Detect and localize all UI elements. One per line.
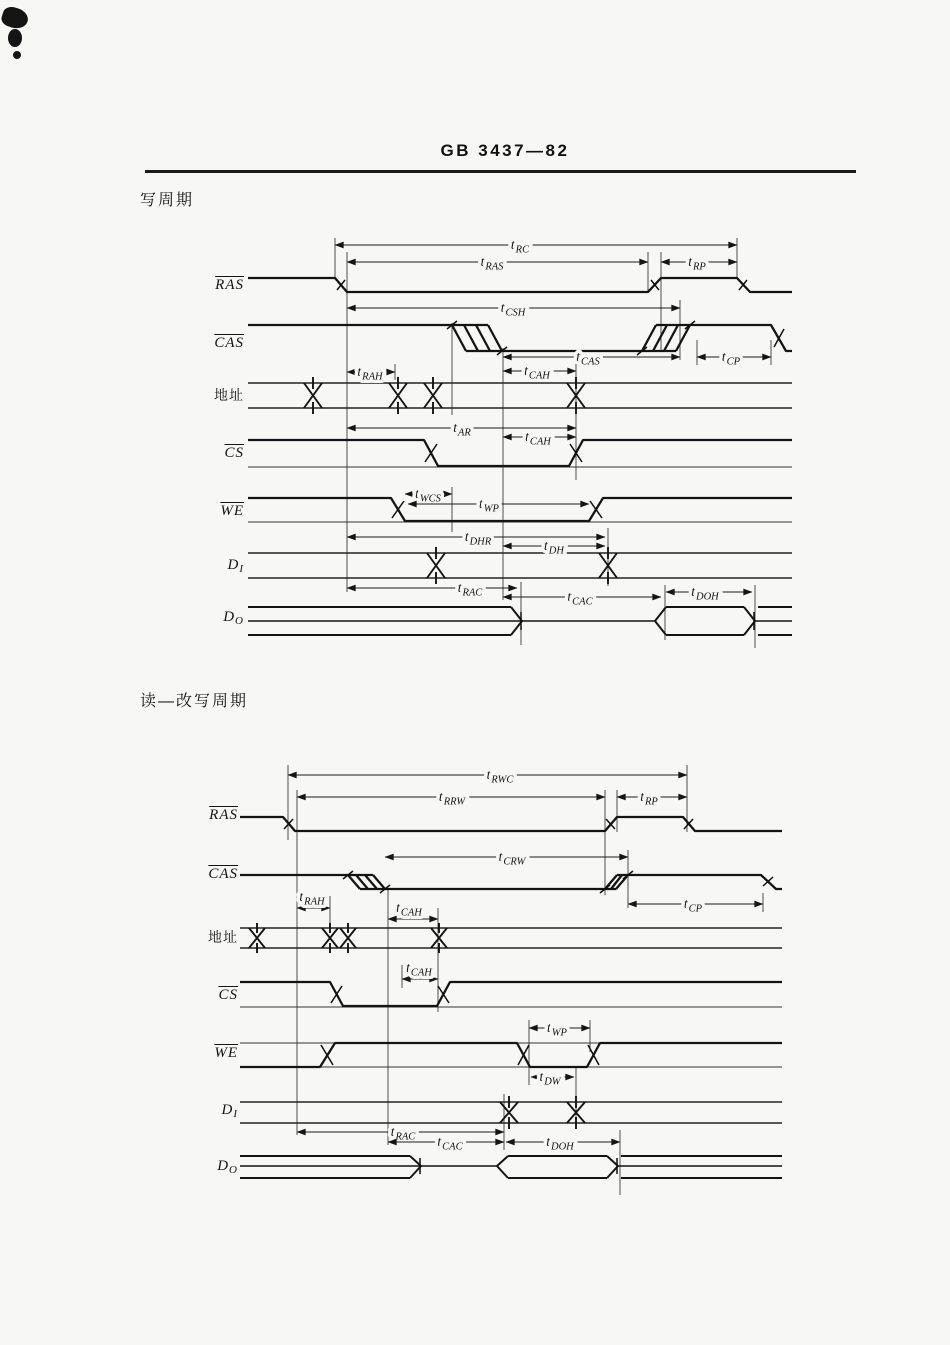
d2-cas-waveform	[240, 875, 782, 889]
d2-transition-ticks	[284, 819, 773, 1174]
svg-text:tRP: $t_{RP}$	[640, 789, 658, 808]
svg-text:tRAH: $t_{RAH}$	[299, 889, 325, 908]
dim-t-rac	[297, 1124, 504, 1143]
svg-text:tCAH: $t_{CAH}$	[525, 429, 551, 448]
d1-ras-waveform	[248, 278, 792, 292]
svg-text:tRWC: $t_{RWC}$	[486, 767, 514, 786]
svg-text:tRAS: $t_{RAS}$	[480, 254, 504, 273]
dim-t-cah-cs	[402, 960, 438, 979]
d2-signal-label-cs: $\overline{CS}$	[218, 987, 238, 1003]
dim-t-ras	[347, 254, 648, 273]
dim-t-doh	[506, 1134, 620, 1153]
svg-text:tDOH: $t_{DOH}$	[691, 584, 719, 603]
d1-we-waveform	[248, 498, 792, 521]
svg-text:tCAH: $t_{CAH}$	[396, 900, 422, 919]
d2-signal-label-ras: $\overline{RAS}$	[209, 807, 238, 823]
svg-text:tCP: $t_{CP}$	[721, 349, 741, 368]
d2-address-rails	[240, 928, 782, 948]
svg-text:tWP: $t_{WP}$	[547, 1020, 567, 1039]
svg-text:tCAH: $t_{CAH}$	[406, 960, 432, 979]
dim-t-rah	[297, 889, 330, 908]
dim-t-crw	[385, 849, 628, 868]
diagram-write-cycle	[248, 237, 792, 648]
dim-t-cah-cs	[503, 429, 576, 448]
d2-dimensions	[288, 767, 763, 1153]
svg-text:tRAC: $t_{RAC}$	[457, 580, 483, 599]
svg-text:tCAC: $t_{CAC}$	[567, 589, 593, 608]
dim-t-rrw	[297, 789, 605, 808]
d1-signal-label-ras: $\overline{RAS}$	[215, 277, 244, 293]
svg-text:tWP: $t_{WP}$	[479, 496, 499, 515]
svg-text:tWCS: $t_{WCS}$	[415, 486, 441, 505]
d1-di-rails	[248, 553, 792, 578]
d1-signal-label-cs: $\overline{CS}$	[224, 445, 244, 461]
svg-text:tDH: $t_{DH}$	[544, 538, 564, 557]
d2-signal-label-cas: $\overline{CAS}$	[208, 866, 238, 882]
dim-t-csh	[347, 300, 680, 319]
d1-signal-label-cas: $\overline{CAS}$	[214, 335, 244, 351]
d1-signal-label-do: $D_O$	[223, 609, 244, 627]
svg-text:tRAC: $t_{RAC}$	[390, 1124, 416, 1143]
svg-text:tCSH: $t_{CSH}$	[500, 300, 526, 319]
d1-reference-lines	[335, 238, 771, 648]
diagram-read-modify-write-cycle	[240, 765, 782, 1195]
d2-di-transitions	[500, 1096, 585, 1129]
svg-text:tCAS: $t_{CAS}$	[576, 349, 600, 368]
dim-t-rwc	[288, 767, 687, 786]
d2-cs-waveform	[240, 982, 782, 1006]
d1-address-rails	[248, 383, 792, 408]
dim-t-cah-address	[388, 900, 438, 919]
section-title-write-cycle: 写周期	[140, 192, 195, 209]
svg-text:tRAH: $t_{RAH}$	[357, 364, 383, 383]
dim-t-cp	[628, 896, 763, 915]
dim-t-doh	[666, 584, 752, 603]
d2-signal-label-we: $\overline{WE}$	[214, 1045, 238, 1061]
svg-text:tRP: $t_{RP}$	[688, 254, 706, 273]
dim-t-rac	[347, 580, 517, 599]
d1-signal-label-address: 地址	[214, 387, 244, 403]
dim-t-dw	[531, 1069, 574, 1088]
svg-text:tRC: $t_{RC}$	[510, 237, 530, 256]
dim-t-dhr	[347, 529, 605, 548]
svg-text:tAR: $t_{AR}$	[453, 420, 471, 439]
dim-t-wcs	[405, 486, 452, 505]
svg-text:tDHR: $t_{DHR}$	[464, 529, 492, 548]
dim-t-cp	[697, 349, 771, 368]
d2-di-rails	[240, 1102, 782, 1123]
dim-t-cah-address	[503, 363, 576, 382]
d2-signal-label-address: 地址	[208, 929, 238, 945]
dim-t-rc	[335, 237, 737, 256]
d2-do-waveform	[240, 1156, 782, 1178]
standard-number: GB 3437—82	[440, 141, 570, 160]
svg-text:tCAC: $t_{CAC}$	[437, 1134, 463, 1153]
svg-text:tDW: $t_{DW}$	[539, 1069, 561, 1088]
svg-text:tCP: $t_{CP}$	[683, 896, 703, 915]
d2-ras-waveform	[240, 817, 782, 831]
d1-signal-label-we: $\overline{WE}$	[220, 503, 244, 519]
svg-text:tCRW: $t_{CRW}$	[498, 849, 526, 868]
d2-reference-lines	[288, 765, 763, 1195]
svg-text:tDOH: $t_{DOH}$	[546, 1134, 574, 1153]
svg-text:tRRW: $t_{RRW}$	[438, 789, 466, 808]
dim-t-cac	[503, 589, 661, 608]
d2-signal-label-do: $D_O$	[217, 1158, 238, 1176]
svg-text:tCAH: $t_{CAH}$	[524, 363, 550, 382]
dim-t-rp	[661, 254, 737, 273]
dim-t-rah	[347, 364, 395, 383]
d1-cs-waveform	[248, 440, 792, 466]
d1-cas-waveform	[248, 325, 792, 351]
dim-t-rp	[617, 789, 687, 808]
d2-signal-label-di: $D_I$	[221, 1102, 238, 1120]
d1-signal-label-di: $D_I$	[227, 557, 244, 575]
section-title-read-modify-write-cycle: 读—改写周期	[140, 693, 249, 710]
dim-t-wp	[529, 1020, 590, 1039]
